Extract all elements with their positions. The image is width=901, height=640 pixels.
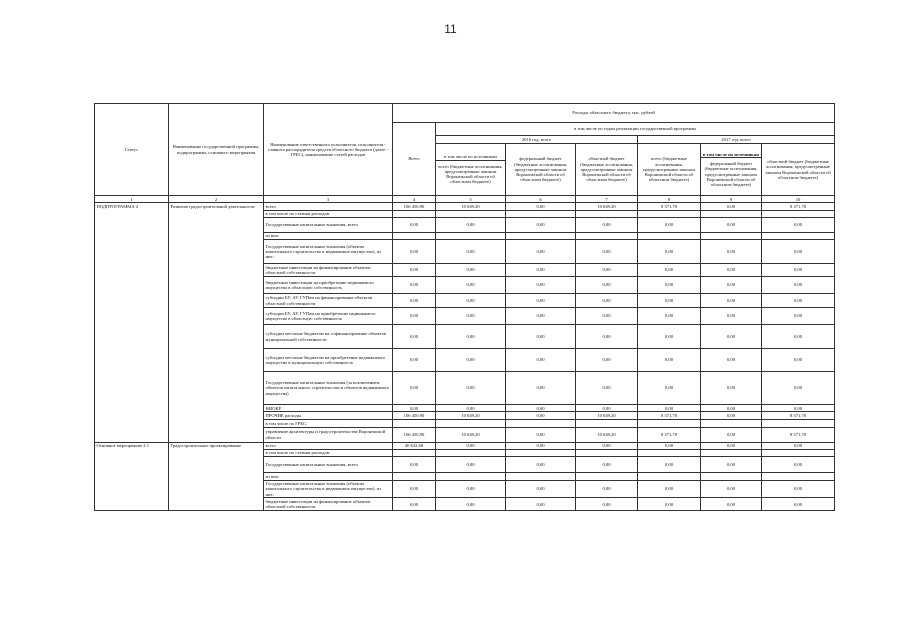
row-value: 0,00 xyxy=(393,264,436,277)
row-value xyxy=(762,473,835,480)
row-value: 0,00 xyxy=(576,480,638,498)
row-label: Государственные капитальные вложения, всего xyxy=(264,217,393,232)
row-label: субсидии БУ, АУ, ГУПам на финансирование объектов областной собственности xyxy=(264,294,393,308)
row-label: бюджетные инвестиции на приобретение недвижимого имущества в областную собственность xyxy=(264,277,393,294)
header-expenses: Расходы областного бюджета, тыс. рублей xyxy=(393,104,835,123)
row-label: НИОКР xyxy=(264,405,393,412)
row-value: 0,00 xyxy=(701,240,762,264)
row-value xyxy=(393,449,436,456)
row-value: 0,00 xyxy=(701,203,762,210)
row-value: 0,00 xyxy=(701,427,762,442)
row-value: 0,00 xyxy=(436,325,506,349)
header-status: Статус xyxy=(95,104,169,196)
row-value: 0,00 xyxy=(701,372,762,405)
header-2017-by-sources: в том числе по источникам xyxy=(702,151,760,157)
row-value: 0,00 xyxy=(576,442,638,449)
row-value: 0,00 xyxy=(701,442,762,449)
row-value: 0,00 xyxy=(576,294,638,308)
row-value xyxy=(701,449,762,456)
row-value: 0,00 xyxy=(506,442,576,449)
row-value: 0,00 xyxy=(506,264,576,277)
col-num-2: 2 xyxy=(169,196,264,203)
col-num-7: 7 xyxy=(576,196,638,203)
row-value: 0,00 xyxy=(701,325,762,349)
row-value: 0,00 xyxy=(638,349,701,372)
row-value: 8 371,70 xyxy=(638,412,701,420)
row-value: 0,00 xyxy=(436,217,506,232)
row-value xyxy=(762,449,835,456)
row-value: 106 450,90 xyxy=(393,412,436,420)
row-value: 0,00 xyxy=(436,240,506,264)
header-2017-federal xyxy=(701,144,762,196)
row-value: 0,00 xyxy=(701,480,762,498)
row-value: 0,00 xyxy=(506,457,576,473)
row-value: 0,00 xyxy=(762,325,835,349)
row-value: 0,00 xyxy=(638,480,701,498)
row-value xyxy=(393,420,436,427)
budget-table xyxy=(94,103,835,511)
row-value: 0,00 xyxy=(436,372,506,405)
row-value: 10 049,20 xyxy=(576,203,638,210)
row-label: из них: xyxy=(264,473,393,480)
row-value: 0,00 xyxy=(638,264,701,277)
row-label: из них: xyxy=(264,232,393,239)
row-value: 0,00 xyxy=(762,308,835,325)
row-value xyxy=(436,420,506,427)
row-value xyxy=(576,420,638,427)
row-value: 0,00 xyxy=(701,308,762,325)
row-value: 0,00 xyxy=(506,308,576,325)
row-value: 0,00 xyxy=(393,480,436,498)
header-2017-federal-text: федеральный бюджет (бюджетные ассигнования, предусмотренные законом Воронежской области об областном бюджете) xyxy=(704,160,758,188)
row-label: бюджетные инвестиции на финансирование объектов областной собственности xyxy=(264,498,393,511)
row-value: 0,00 xyxy=(393,349,436,372)
row-label: бюджетные инвестиции на финансирование объектов областной собственности xyxy=(264,264,393,277)
row-value: 0,00 xyxy=(762,480,835,498)
row-label: Государственные капитальные вложения (объекты капитального строительства и недвижимое имущество), из них: xyxy=(264,480,393,498)
row-value: 0,00 xyxy=(638,217,701,232)
row-value: 0,00 xyxy=(576,325,638,349)
header-2017-regional: областной бюджет (бюджетные ассигнования, предусмотренные законом Воронежской области об областном бюджете) xyxy=(762,144,835,196)
row-label: Государственные капитальные вложения (за исключением объектов капитального строительства и объектов недвижимого имущества) xyxy=(264,372,393,405)
header-by-years: в том числе по годам реализации государственной программы xyxy=(436,123,835,136)
table-row xyxy=(95,203,835,210)
row-value xyxy=(638,420,701,427)
row-value: 10 049,20 xyxy=(436,203,506,210)
row-value xyxy=(506,473,576,480)
row-value: 0,00 xyxy=(506,349,576,372)
header-program-name: Наименование государственной программы, подпрограммы, основного мероприятия xyxy=(169,104,264,196)
row-value: 0,00 xyxy=(701,294,762,308)
row-value xyxy=(638,473,701,480)
col-num-10: 10 xyxy=(762,196,835,203)
row-value xyxy=(638,232,701,239)
col-num-9: 9 xyxy=(701,196,762,203)
row-value: 0,00 xyxy=(436,264,506,277)
row-value: 0,00 xyxy=(638,308,701,325)
row-value xyxy=(762,210,835,217)
row-value: 0,00 xyxy=(576,457,638,473)
col-num-4: 4 xyxy=(393,196,436,203)
row-value: 0,00 xyxy=(701,412,762,420)
row-value: 0,00 xyxy=(506,480,576,498)
row-value xyxy=(506,232,576,239)
row-value: 0,00 xyxy=(762,277,835,294)
row-value: 0,00 xyxy=(638,277,701,294)
row-value: 0,00 xyxy=(506,427,576,442)
row-value: 0,00 xyxy=(576,372,638,405)
row-value: 0,00 xyxy=(436,457,506,473)
row-value: 0,00 xyxy=(393,240,436,264)
row-value: 0,00 xyxy=(393,457,436,473)
row-value xyxy=(701,420,762,427)
row-value: 0,00 xyxy=(436,277,506,294)
row-label: в том числе по ГРБС: xyxy=(264,420,393,427)
row-value: 8 371,70 xyxy=(762,203,835,210)
page-number: 11 xyxy=(444,22,457,36)
row-value: 0,00 xyxy=(762,405,835,412)
row-value: 0,00 xyxy=(436,405,506,412)
row-label: субсидии местным бюджетам на софинансирование объектов муниципальной собственности xyxy=(264,325,393,349)
row-value: 0,00 xyxy=(436,498,506,511)
col-num-1: 1 xyxy=(95,196,169,203)
row-value xyxy=(701,232,762,239)
row-value: 0,00 xyxy=(393,372,436,405)
row-status: ПОДПРОГРАММА 2 xyxy=(95,203,169,442)
row-label: Государственные капитальные вложения (объекты капитального строительства и недвижимое имущество), из них: xyxy=(264,240,393,264)
row-value xyxy=(506,210,576,217)
row-value: 8 371,70 xyxy=(638,427,701,442)
row-value: 0,00 xyxy=(506,277,576,294)
row-label: управление архитектуры и градостроительства Воронежской области xyxy=(264,427,393,442)
row-value: 8 371,70 xyxy=(762,412,835,420)
row-value: 0,00 xyxy=(762,294,835,308)
row-value: 0,00 xyxy=(576,349,638,372)
row-label: Государственные капитальные вложения, всего xyxy=(264,457,393,473)
row-value xyxy=(576,210,638,217)
row-value: 0,00 xyxy=(436,442,506,449)
row-label: всего xyxy=(264,203,393,210)
col-num-8: 8 xyxy=(638,196,701,203)
col-num-5: 5 xyxy=(436,196,506,203)
row-value: 0,00 xyxy=(506,498,576,511)
row-value xyxy=(701,210,762,217)
row-value: 0,00 xyxy=(436,349,506,372)
row-status: Основное мероприятие 2.1 xyxy=(95,442,169,510)
row-value: 0,00 xyxy=(576,277,638,294)
row-value: 0,00 xyxy=(638,325,701,349)
row-value: 0,00 xyxy=(576,498,638,511)
header-total: Всего xyxy=(393,123,436,196)
row-value: 0,00 xyxy=(638,372,701,405)
row-label: всего xyxy=(264,442,393,449)
row-value: 0,00 xyxy=(576,308,638,325)
row-value xyxy=(576,473,638,480)
row-value xyxy=(506,420,576,427)
table-body xyxy=(95,203,835,511)
row-value: 0,00 xyxy=(701,264,762,277)
row-value: 0,00 xyxy=(701,349,762,372)
row-value: 10 049,20 xyxy=(436,427,506,442)
row-value: 0,00 xyxy=(638,498,701,511)
header-year-2016: 2016 год, всего xyxy=(436,136,638,144)
row-value: 0,00 xyxy=(576,264,638,277)
row-program-name: Развитие градостроительной деятельности xyxy=(169,203,264,442)
row-value: 0,00 xyxy=(393,498,436,511)
row-value: 0,00 xyxy=(393,308,436,325)
row-value: 0,00 xyxy=(701,457,762,473)
row-value: 0,00 xyxy=(638,405,701,412)
row-value: 0,00 xyxy=(506,405,576,412)
row-value: 0,00 xyxy=(638,442,701,449)
row-value: 0,00 xyxy=(506,240,576,264)
row-value: 0,00 xyxy=(393,405,436,412)
row-program-name: Градостроительное проектирование xyxy=(169,442,264,510)
row-value xyxy=(506,449,576,456)
header-2017-total-budget: всего (бюджетные ассигнования, предусмотренные законом Воронежской области об областном бюджете) xyxy=(638,144,701,196)
row-value: 0,00 xyxy=(762,372,835,405)
row-value xyxy=(576,449,638,456)
row-value: 0,00 xyxy=(393,325,436,349)
row-value: 10 049,20 xyxy=(576,427,638,442)
row-value xyxy=(638,210,701,217)
row-value xyxy=(762,232,835,239)
row-value: 0,00 xyxy=(393,217,436,232)
row-value xyxy=(393,232,436,239)
row-value: 0,00 xyxy=(762,349,835,372)
row-value: 10 049,20 xyxy=(436,412,506,420)
row-value: 0,00 xyxy=(576,405,638,412)
row-value xyxy=(393,473,436,480)
row-value: 0,00 xyxy=(762,264,835,277)
column-number-row xyxy=(95,196,835,203)
row-value: 0,00 xyxy=(506,412,576,420)
row-value xyxy=(436,449,506,456)
row-value: 0,00 xyxy=(436,308,506,325)
row-value: 0,00 xyxy=(436,480,506,498)
row-value: 0,00 xyxy=(393,277,436,294)
row-value: 0,00 xyxy=(762,240,835,264)
row-value: 8 371,70 xyxy=(638,203,701,210)
row-value: 0,00 xyxy=(393,294,436,308)
row-value xyxy=(638,449,701,456)
row-value: 0,00 xyxy=(506,372,576,405)
row-value: 0,00 xyxy=(701,405,762,412)
row-value: 0,00 xyxy=(638,457,701,473)
row-value: 0,00 xyxy=(701,277,762,294)
col-num-3: 3 xyxy=(264,196,393,203)
row-value: 0,00 xyxy=(762,442,835,449)
row-value: 0,00 xyxy=(436,294,506,308)
header-2016-by-sources: в том числе по источникам xyxy=(436,154,505,160)
row-label: в том числе по статьям расходов: xyxy=(264,210,393,217)
row-value xyxy=(762,420,835,427)
header-2016-total-budget-text: всего (бюджетные ассигнования, предусмотренные законом Воронежской области об областном бюджете) xyxy=(438,163,503,185)
row-value: 106 450,90 xyxy=(393,427,436,442)
row-value: 0,00 xyxy=(762,498,835,511)
row-value xyxy=(393,210,436,217)
row-value xyxy=(436,473,506,480)
row-value: 0,00 xyxy=(506,294,576,308)
row-value: 10 049,20 xyxy=(576,412,638,420)
row-value: 8 371,70 xyxy=(762,427,835,442)
row-value: 0,00 xyxy=(638,294,701,308)
row-label: субсидии БУ, АУ, ГУПам на приобретение недвижимого имущества в областную собственность xyxy=(264,308,393,325)
row-value: 40 632,00 xyxy=(393,442,436,449)
row-value: 0,00 xyxy=(506,325,576,349)
row-value: 0,00 xyxy=(506,217,576,232)
row-value xyxy=(576,232,638,239)
row-label: субсидии местным бюджетам на приобретение недвижимого имущества в муниципальную собственность xyxy=(264,349,393,372)
row-value: 106 450,90 xyxy=(393,203,436,210)
row-value: 0,00 xyxy=(762,217,835,232)
col-num-6: 6 xyxy=(506,196,576,203)
row-value: 0,00 xyxy=(638,240,701,264)
row-value: 0,00 xyxy=(701,498,762,511)
header-2016-federal: федеральный бюджет (бюджетные ассигнования, предусмотренные законом Воронежской области об областном бюджете) xyxy=(506,144,576,196)
header-2016-total-budget xyxy=(436,144,506,196)
row-value xyxy=(436,210,506,217)
header-year-2017: 2017 год, всего xyxy=(638,136,835,144)
header-executor: Наименование ответственного исполнителя, исполнителя - главного распорядителя средств областного бюджета (далее - ГРБС), наименование статей расходов xyxy=(264,104,393,196)
row-label: ПРОЧИЕ расходы xyxy=(264,412,393,420)
header-2016-regional: областной бюджет (бюджетные ассигнования, предусмотренные законом Воронежской области об областном бюджете) xyxy=(576,144,638,196)
table-row xyxy=(95,442,835,449)
row-value: 0,00 xyxy=(576,240,638,264)
row-value: 0,00 xyxy=(701,217,762,232)
row-value xyxy=(701,473,762,480)
row-label: в том числе по статьям расходов: xyxy=(264,449,393,456)
row-value: 0,00 xyxy=(762,457,835,473)
row-value: 0,00 xyxy=(576,217,638,232)
row-value xyxy=(436,232,506,239)
row-value: 0,00 xyxy=(506,203,576,210)
